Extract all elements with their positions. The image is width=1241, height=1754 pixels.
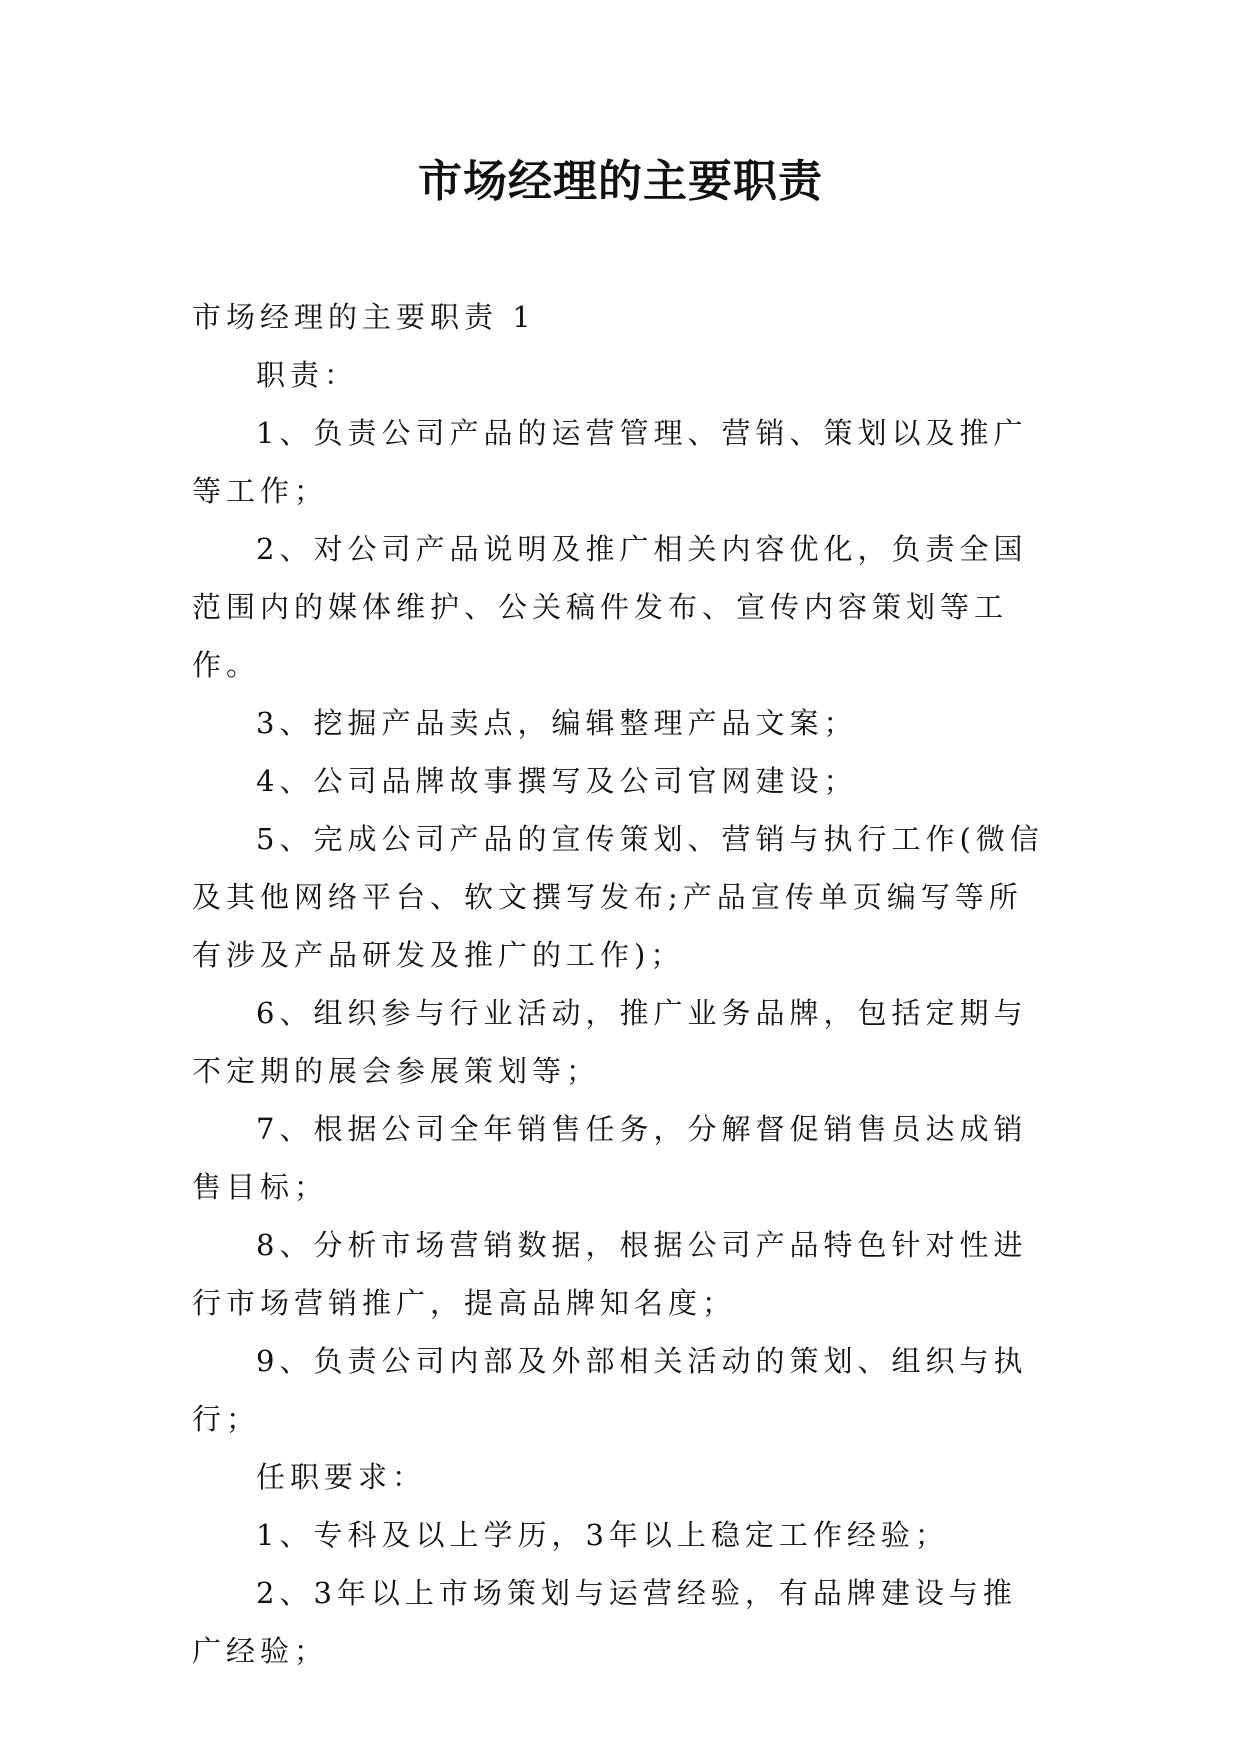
document-body (192, 288, 1050, 1680)
requirement-item: 2、3年以上市场策划与运营经验，有品牌建设与推广经验； (192, 1576, 1017, 1668)
duty-item: 8、分析市场营销数据，根据公司产品特色针对性进行市场营销推广，提高品牌知名度； (192, 1228, 1028, 1320)
document-title: 市场经理的主要职责 (418, 156, 823, 207)
duty-item: 9、负责公司内部及外部相关活动的策划、组织与执行； (192, 1344, 1028, 1436)
duty-item: 1、负责公司产品的运营管理、营销、策划以及推广等工作； (192, 416, 1028, 508)
duty-item: 4、公司品牌故事撰写及公司官网建设； (256, 764, 858, 798)
section-heading: 市场经理的主要职责 1 (192, 300, 536, 334)
duty-item: 3、挖掘产品卖点，编辑整理产品文案； (256, 706, 858, 740)
duty-item: 5、完成公司产品的宣传策划、营销与执行工作(微信及其他网络平台、软文撰写发布;产品宣传单页编写等所有涉及产品研发及推广的工作)； (192, 822, 1044, 972)
duties-label: 职责： (256, 358, 359, 392)
duty-item: 7、根据公司全年销售任务，分解督促销售员达成销售目标； (192, 1112, 1028, 1204)
duty-item: 2、对公司产品说明及推广相关内容优化，负责全国范围内的媒体维护、公关稿件发布、宣传内容策划等工作。 (192, 532, 1028, 682)
requirements-label: 任职要求： (256, 1460, 427, 1494)
duty-item: 6、组织参与行业活动，推广业务品牌，包括定期与不定期的展会参展策划等； (192, 996, 1028, 1088)
requirement-item: 1、专科及以上学历，3年以上稳定工作经验； (256, 1518, 949, 1552)
